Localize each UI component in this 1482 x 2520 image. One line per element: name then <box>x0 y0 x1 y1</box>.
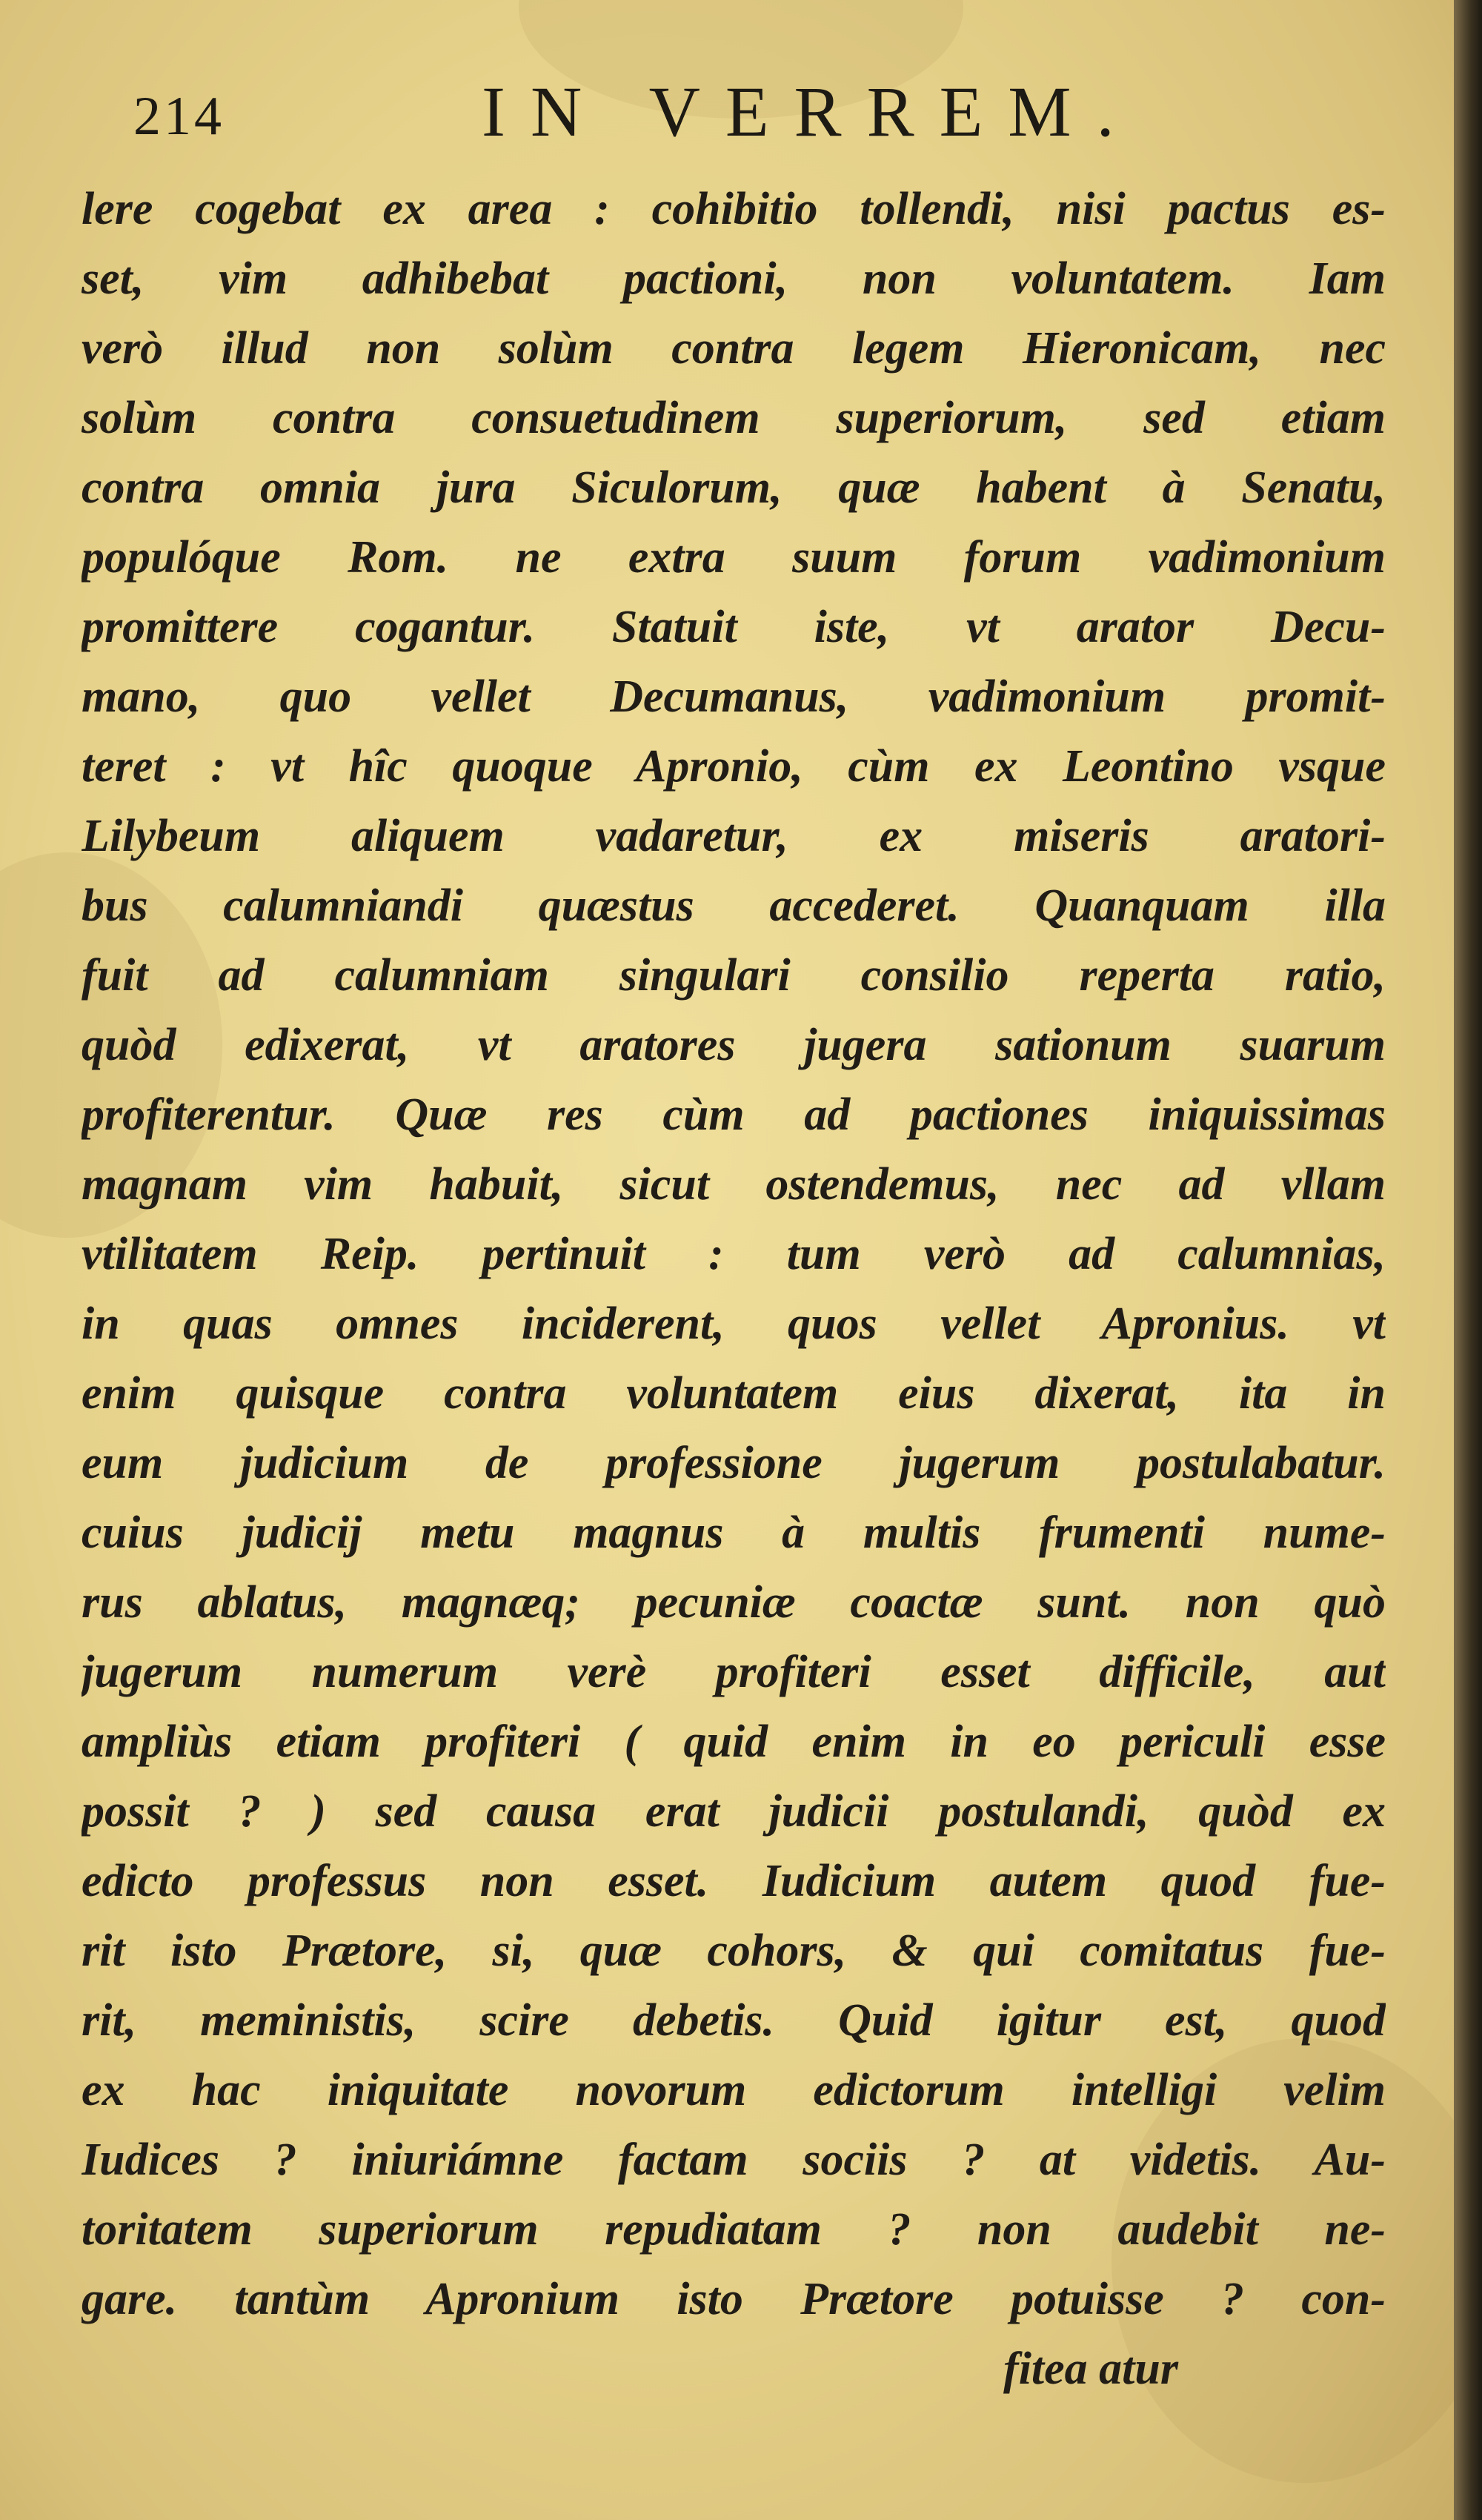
text-line: ex hac iniquitate novorum edictorum intelligi velim <box>82 2065 1386 2115</box>
text-line: eum judicium de professione jugerum postulabatur. <box>82 1438 1386 1488</box>
text-line: fuit ad calumniam singulari consilio reperta ratio, <box>82 950 1386 1001</box>
body-text <box>82 174 1386 2404</box>
text-line: populóque Rom. ne extra suum forum vadimonium <box>82 532 1386 583</box>
text-line: lere cogebat ex area : cohibitio tollendi, nisi pactus es- <box>82 184 1386 234</box>
text-line: Lilybeum aliquem vadaretur, ex miseris aratori- <box>82 811 1386 861</box>
text-line: possit ? ) sed causa erat judicii postulandi, quòd ex <box>82 1786 1386 1837</box>
text-line: in quas omnes inciderent, quos vellet Apronius. vt <box>82 1299 1386 1349</box>
text-line: gare. tantùm Apronium isto Prætore potuisse ? con- <box>82 2274 1386 2324</box>
running-head <box>133 70 1319 167</box>
text-line: promittere cogantur. Statuit iste, vt arator Decu- <box>82 602 1386 652</box>
text-line: ampliùs etiam profiteri ( quid enim in eo periculi esse <box>82 1717 1386 1767</box>
text-line: set, vim adhibebat pactioni, non voluntatem. Iam <box>82 253 1386 304</box>
catchword: fitea atur <box>1003 2344 1178 2394</box>
book-gutter <box>1454 0 1482 2520</box>
text-line: solùm contra consuetudinem superiorum, sed etiam <box>82 393 1386 443</box>
text-line: edicto professus non esset. Iudicium autem quod fue- <box>82 1856 1386 1906</box>
text-line: verò illud non solùm contra legem Hieronicam, nec <box>82 323 1386 374</box>
text-line: enim quisque contra voluntatem eius dixerat, ita in <box>82 1368 1386 1419</box>
text-line: rit, meministis, scire debetis. Quid igitur est, quod <box>82 1995 1386 2046</box>
text-line: vtilitatem Reip. pertinuit : tum verò ad calumnias, <box>82 1229 1386 1279</box>
text-line: rit isto Prætore, si, quæ cohors, & qui comitatus fue- <box>82 1926 1386 1976</box>
text-line: teret : vt hîc quoque Apronio, cùm ex Leontino vsque <box>82 741 1386 792</box>
text-line: Iudices ? iniuriámne factam sociis ? at videtis. Au- <box>82 2135 1386 2185</box>
text-line: rus ablatus, magnæq; pecuniæ coactæ sunt. non quò <box>82 1577 1386 1628</box>
text-line: contra omnia jura Siculorum, quæ habent à Senatu, <box>82 462 1386 513</box>
text-line: cuius judicij metu magnus à multis frumenti nume- <box>82 1508 1386 1558</box>
page-number: 214 <box>133 86 225 147</box>
text-line: profiterentur. Quæ res cùm ad pactiones iniquissimas <box>82 1090 1386 1140</box>
text-line: magnam vim habuit, sicut ostendemus, nec ad vllam <box>82 1159 1386 1210</box>
text-line: mano, quo vellet Decumanus, vadimonium promit- <box>82 672 1386 722</box>
text-line: quòd edixerat, vt aratores jugera sationum suarum <box>82 1020 1386 1070</box>
text-line: toritatem superiorum repudiatam ? non audebit ne- <box>82 2204 1386 2255</box>
text-line: bus calumniandi quæstus accederet. Quanquam illa <box>82 881 1386 931</box>
running-title: IN VERREM. <box>482 72 1140 151</box>
text-line: jugerum numerum verè profiteri esset difficile, aut <box>82 1647 1386 1697</box>
